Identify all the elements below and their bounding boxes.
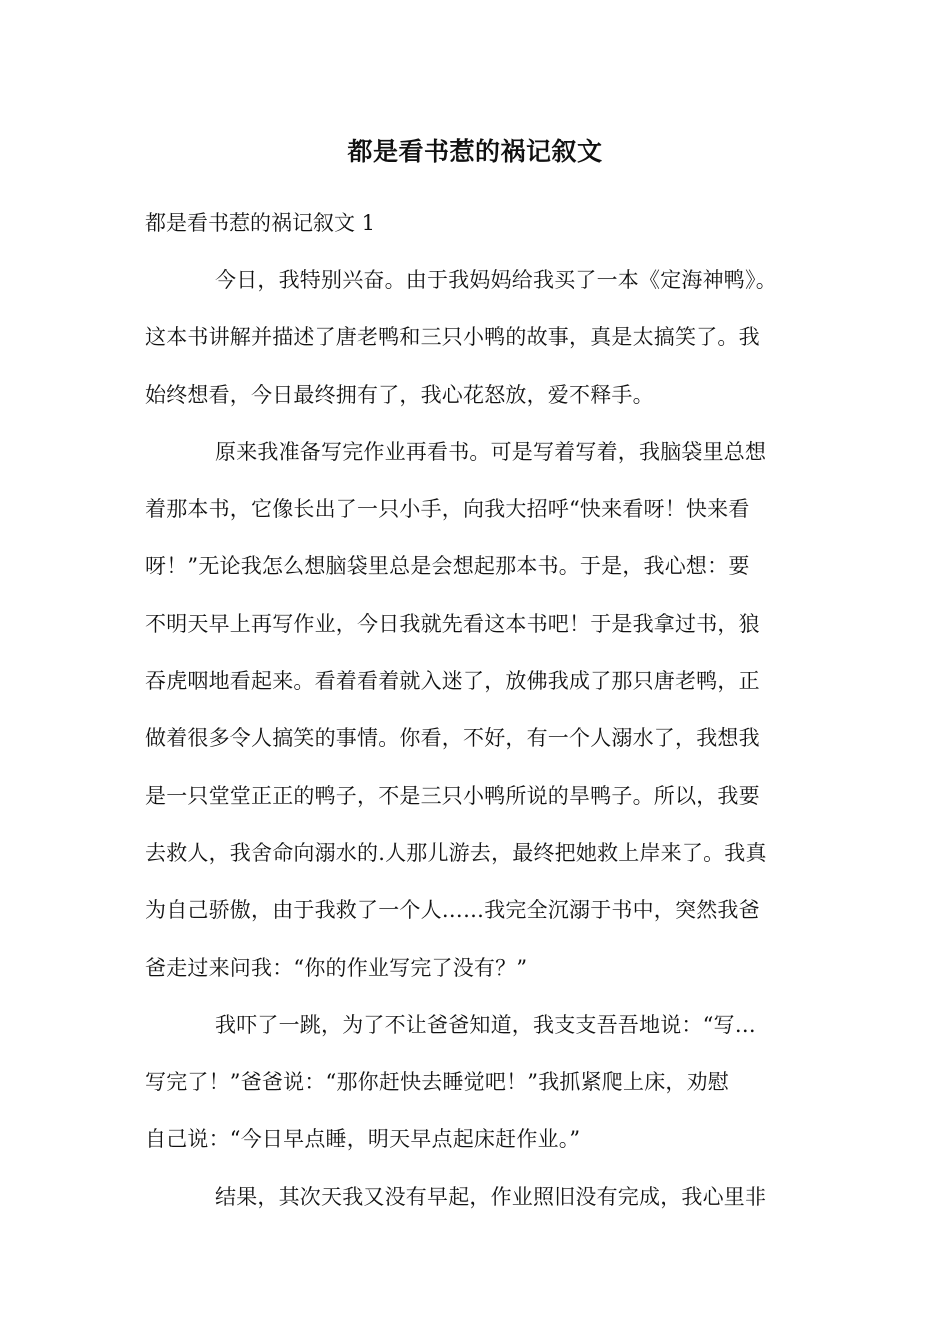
paragraph-line: 吞虎咽地看起来。看着看着就入迷了，放佛我成了那只唐老鸭，正 <box>145 669 760 694</box>
document-title: 都是看书惹的祸记叙文 <box>347 137 603 166</box>
paragraph-line: 写完了！”爸爸说：“那你赶快去睡觉吧！”我抓紧爬上床，劝慰 <box>145 1070 730 1095</box>
paragraph-line: 始终想看，今日最终拥有了，我心花怒放，爱不释手。 <box>145 382 654 407</box>
document-subtitle: 都是看书惹的祸记叙文 1 <box>145 211 376 235</box>
paragraph-line: 去救人，我舍命向溺水的.人那儿游去，最终把她救上岸来了。我真 <box>145 840 767 865</box>
paragraph-line: 这本书讲解并描述了唐老鸭和三只小鸭的故事，真是太搞笑了。我 <box>145 325 760 350</box>
paragraph-line: 为自己骄傲，由于我救了一个人……我完全沉溺于书中，突然我爸 <box>145 898 760 923</box>
paragraph-line: 今日，我特别兴奋。由于我妈妈给我买了一本《定海神鸭》。 <box>215 268 777 292</box>
paragraph-line: 着那本书，它像长出了一只小手，向我大招呼“快来看呀！快来看 <box>145 497 750 522</box>
paragraph-line: 结果，其次天我又没有早起，作业照旧没有完成，我心里非 <box>215 1184 767 1209</box>
paragraph-line: 呀！”无论我怎么想脑袋里总是会想起那本书。于是，我心想：要 <box>145 554 750 579</box>
paragraph-line: 做着很多令人搞笑的事情。你看，不好，有一个人溺水了，我想我 <box>145 726 760 751</box>
article-body <box>145 264 825 1238</box>
paragraph-line: 不明天早上再写作业，今日我就先看这本书吧！于是我拿过书，狼 <box>145 611 760 636</box>
paragraph-line: 爸走过来问我：“你的作业写完了没有？” <box>145 955 528 980</box>
paragraph-line: 自己说：“今日早点睡，明天早点起床赶作业。” <box>145 1127 581 1152</box>
paragraph-line: 原来我准备写完作业再看书。可是写着写着，我脑袋里总想 <box>215 439 767 464</box>
paragraph-line: 是一只堂堂正正的鸭子，不是三只小鸭所说的旱鸭子。所以，我要 <box>145 783 760 808</box>
paragraph-line: 我吓了一跳，为了不让爸爸知道，我支支吾吾地说：“写… <box>215 1012 756 1037</box>
